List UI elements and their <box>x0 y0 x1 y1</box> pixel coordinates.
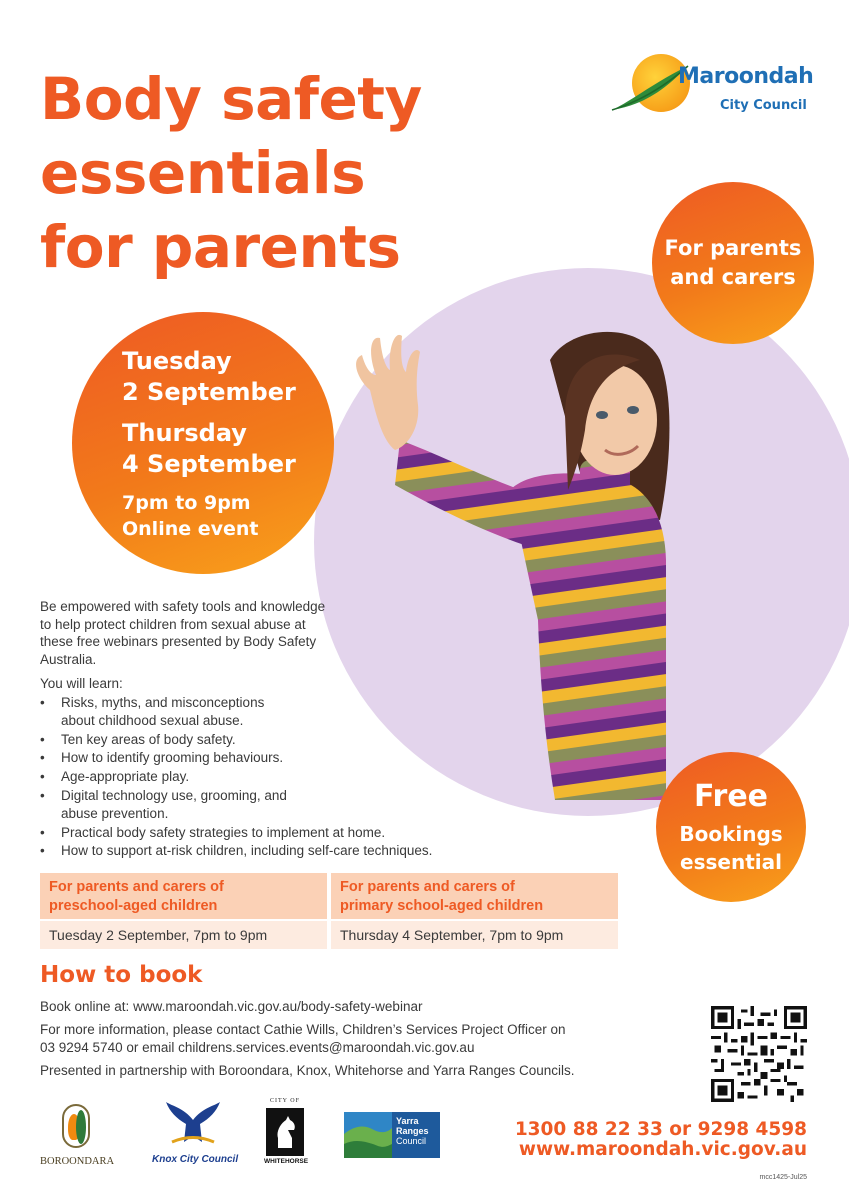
contact-block <box>515 1120 807 1160</box>
contact-phone[interactable]: 1300 88 22 33 or 9298 4598 <box>514 1119 807 1140</box>
session-header <box>331 873 618 919</box>
contact-line-2[interactable]: 03 9294 5740 or email childrens.services.events@maroondah.vic.gov.au <box>40 1040 475 1055</box>
session-header-line: For parents and carers of <box>340 879 515 895</box>
knox-eagle-icon <box>166 1102 220 1146</box>
bookings-line-1: Bookings <box>679 822 783 846</box>
event-time: 7pm to 9pm <box>122 492 251 514</box>
session-header-line: preschool-aged children <box>49 898 218 914</box>
session-header-line: For parents and carers of <box>49 879 224 895</box>
yarra-line: Yarra <box>396 1116 419 1126</box>
logo-sub: City Council <box>720 98 807 113</box>
bookings-line-2: essential <box>680 850 782 874</box>
sessions-table <box>40 873 618 949</box>
session-when: Thursday 4 September, 7pm to 9pm <box>331 921 618 949</box>
learn-list <box>40 694 600 861</box>
boroondara-name: BOROONDARA <box>40 1156 115 1167</box>
document-code: mcc1425-Jul25 <box>759 1174 807 1181</box>
knox-name: Knox City Council <box>152 1154 239 1165</box>
page-title <box>40 62 460 284</box>
list-item: • Digital technology use, grooming, and abuse prevention. <box>40 787 320 823</box>
date-1: 2 September <box>122 378 296 406</box>
dates-badge <box>72 312 334 574</box>
audience-line-2: and carers <box>670 265 796 289</box>
yarra-ranges-logo <box>344 1112 440 1158</box>
list-item: • Ten key areas of body safety. <box>40 731 600 749</box>
session-header-line: primary school-aged children <box>340 898 544 914</box>
maroondah-logo[interactable] <box>608 54 818 124</box>
list-item: • Age-appropriate play. <box>40 768 600 786</box>
event-format: Online event <box>122 518 259 540</box>
yarra-line: Council <box>396 1136 427 1146</box>
list-item: • Risks, myths, and misconceptions about childhood sexual abuse. <box>40 694 300 730</box>
whitehorse-logo <box>264 1098 309 1168</box>
audience-line-1: For parents <box>664 236 802 260</box>
partner-logos <box>40 1098 460 1170</box>
knox-logo <box>152 1102 239 1166</box>
session-when: Tuesday 2 September, 7pm to 9pm <box>40 921 327 949</box>
day-2: Thursday <box>122 419 247 447</box>
logo-name: Maroondah <box>678 64 814 89</box>
free-badge <box>656 752 806 902</box>
boroondara-logo <box>40 1104 116 1166</box>
partnership-text: Presented in partnership with Boroondara, Knox, Whitehorse and Yarra Ranges Councils. <box>40 1063 575 1078</box>
yarra-ranges-name <box>392 1112 440 1158</box>
free-label: Free <box>693 779 769 814</box>
yarra-ranges-landscape-icon <box>344 1112 392 1158</box>
contact-web[interactable]: www.maroondah.vic.gov.au <box>518 1139 807 1160</box>
list-item: • Practical body safety strategies to implement at home. <box>40 824 600 842</box>
title-line-2: essentials <box>40 139 366 207</box>
intro-text: Be empowered with safety tools and knowledge to help protect children from sexual abuse at these free webinars presented by Body Safety Australia. <box>40 599 326 667</box>
session-header <box>40 873 327 919</box>
yarra-line: Ranges <box>396 1126 429 1136</box>
audience-badge <box>652 182 814 344</box>
whitehorse-chess-knight-icon <box>266 1108 304 1156</box>
boroondara-emblem-icon <box>62 1104 90 1148</box>
session-preschool <box>40 873 327 949</box>
how-to-book-title: How to book <box>40 962 203 988</box>
how-to-book-text <box>40 998 640 1085</box>
date-2: 4 September <box>122 450 296 478</box>
title-line-3: for parents <box>40 213 401 281</box>
day-1: Tuesday <box>122 347 232 375</box>
whitehorse-name: WHITEHORSE <box>264 1158 309 1165</box>
list-item: • How to support at-risk children, including self-care techniques. <box>40 842 600 860</box>
contact-info <box>40 1021 640 1057</box>
qr-code-icon[interactable] <box>711 1006 807 1102</box>
list-item: • How to identify grooming behaviours. <box>40 749 600 767</box>
booking-link[interactable]: Book online at: www.maroondah.vic.gov.au/body-safety-webinar <box>40 999 423 1014</box>
title-line-1: Body safety <box>40 65 422 133</box>
whitehorse-top: CITY OF <box>270 1098 300 1104</box>
session-primary <box>331 873 618 949</box>
learn-label: You will learn: <box>40 676 123 691</box>
contact-line-1: For more information, please contact Cathie Wills, Children’s Services Project Officer on <box>40 1022 566 1037</box>
